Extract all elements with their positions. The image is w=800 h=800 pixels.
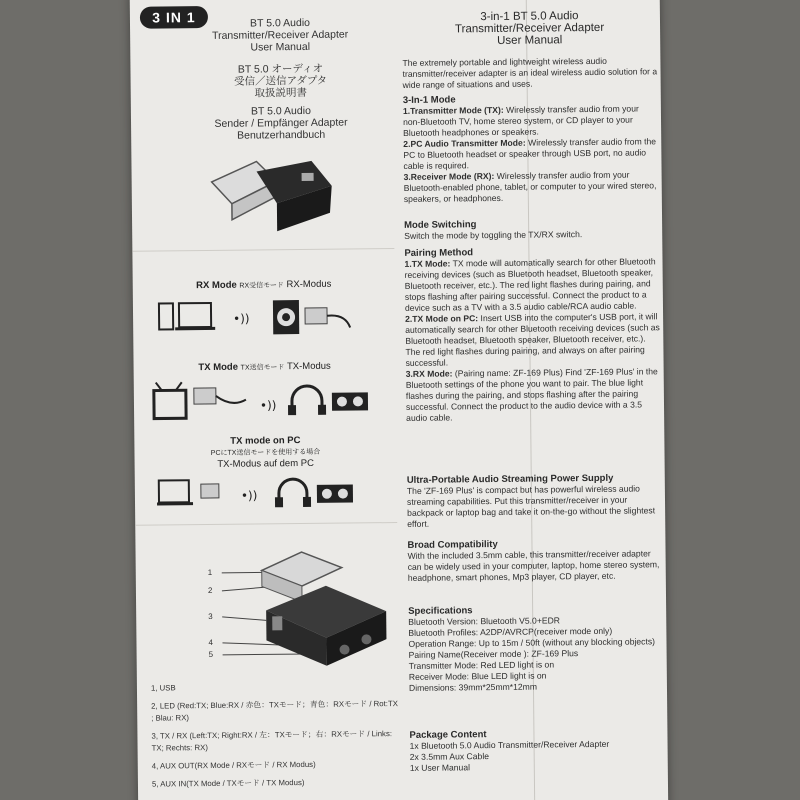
- right-title-line: 3-in-1 BT 5.0 Audio: [480, 10, 579, 24]
- section-heading: Broad Compatibility: [407, 538, 498, 551]
- tx-mode-diagram: [152, 378, 382, 428]
- package-item: 2x 3.5mm Aux Cable: [409, 751, 490, 762]
- title-jp-line: BT 5.0 オーディオ: [237, 62, 324, 76]
- section-heading: Specifications: [408, 605, 473, 617]
- part-item: 3, TX / RX (Left:TX; Right:RX / 左：TXモード；右：RXモード / Links: TX; Rechts: RX): [151, 729, 393, 753]
- pairing-item: [404, 256, 660, 314]
- compatibility-section: [407, 537, 662, 584]
- diagram-number: 1: [207, 567, 213, 578]
- specifications-section: [408, 603, 664, 694]
- part-item: 5, AUX IN(TX Mode / TXモード / TX Modus): [151, 778, 305, 789]
- spec-item: Dimensions: 39mm*25mm*12mm: [408, 681, 538, 693]
- headphones-icon: [279, 479, 307, 505]
- intro-paragraph: The extremely portable and lightweight wireless audio transmitter/receiver adapter is an ideal wireless audio solution for a wide range of situations and uses.: [402, 55, 658, 90]
- laptop-icon: [159, 480, 189, 502]
- horizontal-fold-2: [135, 522, 397, 526]
- title-de-line: Sender / Empfänger Adapter: [214, 116, 348, 130]
- mode-switching-section: [404, 217, 659, 242]
- mode-item: [403, 103, 658, 139]
- package-item: 1x User Manual: [409, 762, 471, 773]
- spec-item: Receiver Mode: Blue LED light is on: [408, 670, 547, 682]
- part-item: 2, LED (Red:TX; Blue:RX / 赤色：TXモード；青色：RXモード / Rot:TX ; Blau: RX): [151, 699, 398, 723]
- spec-item: Bluetooth Profiles: A2DP/AVRCP(receiver mode only): [408, 625, 613, 638]
- tx-pc-diagram: [157, 474, 387, 516]
- section-heading: Ultra-Portable Audio Streaming Power Supply: [406, 472, 614, 486]
- ultra-text: The 'ZF-169 Plus' is compact but has powerful wireless audio streaming capabilities. Put this transmitter/receiver in your backpack or laptop bag and take it on-the-go without the slightest effort.: [406, 483, 656, 529]
- pairing-item: [406, 366, 662, 424]
- ultra-portable-section: [407, 472, 663, 530]
- laptop-icon: [179, 303, 211, 327]
- right-title: [402, 9, 657, 48]
- tx-mode-jp: TX送信モード: [240, 364, 285, 372]
- horizontal-fold-1: [132, 248, 394, 252]
- diagram-number: 3: [208, 611, 213, 622]
- right-title-line: Transmitter/Receiver Adapter: [454, 21, 605, 36]
- cable-icon: [327, 315, 350, 327]
- mode-item: [404, 169, 659, 205]
- tx-pc-heading: [134, 434, 396, 471]
- tx-pc-label: TX mode on PC: [230, 435, 301, 447]
- package-item: 1x Bluetooth 5.0 Audio Transmitter/Receiver Adapter: [409, 738, 610, 751]
- adapter-parts-diagram: [215, 545, 396, 682]
- title-de-line: Benutzerhandbuch: [237, 128, 326, 142]
- parts-list: [151, 680, 402, 797]
- pairing-text: (Pairing name: ZF-169 Plus) Find 'ZF-169 Plus' in the Bluetooth settings of the phone you want to pair. The blue light flashes during the pairing, and stops flashing after the pairing successful. Connect the product to the audio device with a 3.5 audio cable.: [405, 366, 658, 423]
- switch-text: Switch the mode by toggling the TX/RX switch.: [404, 229, 583, 241]
- section-heading: Mode Switching: [404, 219, 477, 231]
- spec-item: Bluetooth Version: Bluetooth V5.0+EDR: [408, 615, 561, 627]
- title-jp-line: 受信／送信アダプタ: [234, 74, 328, 88]
- tx-mode-heading: [134, 360, 396, 374]
- diagram-number: 2: [207, 585, 213, 596]
- mode-text: Wirelessly transfer audio from your non-Bluetooth TV, home stereo system, or CD player to your Bluetooth headphones or speakers.: [402, 103, 639, 138]
- tx-mode-de: TX-Modus: [286, 360, 331, 373]
- diagram-number: 4: [208, 637, 213, 648]
- manual-sheet: [130, 0, 669, 800]
- title-japanese: [190, 62, 370, 100]
- phone-icon: [159, 303, 173, 329]
- pairing-name: 2.TX Mode on PC:: [405, 313, 479, 324]
- part-item: 1, USB: [150, 683, 176, 693]
- package-section: [409, 727, 664, 774]
- pairing-section: [404, 245, 661, 424]
- wireless-icon: •)): [240, 488, 258, 503]
- pairing-name: 3.RX Mode:: [405, 368, 453, 379]
- spec-item: Transmitter Mode: Red LED light is on: [408, 659, 555, 671]
- diagram-number: 5: [208, 649, 214, 660]
- rx-mode-diagram: [155, 295, 386, 347]
- pairing-text: TX mode will automatically search for other Bluetooth receiving devices (such as Bluetooth headset, Bluetooth speaker, Bluetooth receiver, etc.). The red light flashes during pairing, and stops flashing after pairing successful. Connect the product to a device such as a TV with a 3.5 audio cable/RCA audio cable.: [404, 256, 656, 313]
- title-en-line: Transmitter/Receiver Adapter: [211, 28, 349, 42]
- part-item: 4, AUX OUT(RX Mode / RXモード / RX Modus): [151, 759, 316, 771]
- section-heading: Pairing Method: [404, 247, 474, 259]
- wireless-icon: •)): [233, 311, 250, 326]
- spec-item: Pairing Name(Receiver mode ): ZF-169 Plus: [408, 648, 579, 660]
- headphones-icon: [292, 386, 322, 413]
- mode-name: 3.Receiver Mode (RX):: [403, 170, 495, 182]
- adapter-icon: [194, 388, 216, 404]
- spec-item: Operation Range: Up to 15m / 50ft (without any blocking objects): [408, 636, 656, 649]
- cable-icon: [216, 396, 246, 404]
- rx-mode-de: RX-Modus: [286, 278, 332, 291]
- section-heading: 3-In-1 Mode: [402, 94, 456, 106]
- adapter-icon: [305, 308, 327, 324]
- tx-mode-label: TX Mode: [198, 361, 239, 374]
- tv-icon: [154, 390, 186, 418]
- pairing-item: [405, 311, 661, 369]
- three-in-one-section: [403, 92, 659, 205]
- right-title-line: User Manual: [497, 34, 563, 47]
- mode-name: 2.PC Audio Transmitter Mode:: [403, 137, 526, 149]
- three-in-one-badge: 3 IN 1: [140, 6, 208, 29]
- mode-text: Wirelessly transfer audio from the PC to Bluetooth headset or speaker through USB port, no audio cable is required.: [403, 136, 657, 171]
- rx-mode-label: RX Mode: [196, 279, 237, 292]
- wireless-icon: •)): [259, 398, 277, 413]
- intro-section: [402, 55, 657, 91]
- mode-text: Wirelessly transfer audio from your Bluetooth-enabled phone, tablet, or computer to your wired stereo, speakers, or headphones.: [403, 169, 657, 204]
- adapter-image: [201, 151, 342, 242]
- broad-text: With the included 3.5mm cable, this transmitter/receiver adapter can be widely used in your computer, laptop, home stereo system, headphone, smart phones, Mp3 player, CD player, etc.: [407, 548, 660, 583]
- title-de-line: BT 5.0 Audio: [250, 104, 311, 118]
- rx-mode-jp: RX受信モード: [239, 282, 284, 290]
- pairing-text: Insert USB into the computer's USB port, it will automatically search for other Bluetooth receiving devices (such as Bluetooth headset, Bluetooth speaker, Bluetooth receiver, etc.). The red light flashes during pairing, and always on after pairing successful.: [405, 311, 660, 368]
- mode-name: 1.Transmitter Mode (TX):: [402, 104, 504, 116]
- title-jp-line: 取扱説明書: [254, 86, 308, 100]
- title-en-line: BT 5.0 Audio: [249, 16, 311, 30]
- title-english: [190, 16, 370, 54]
- adapter-icon: [201, 484, 219, 498]
- mode-item: [403, 136, 658, 172]
- section-heading: Package Content: [409, 729, 487, 741]
- title-german: [191, 104, 371, 142]
- rx-mode-heading: [133, 278, 395, 292]
- title-en-line: User Manual: [250, 40, 311, 54]
- pairing-name: 1.TX Mode:: [404, 258, 451, 269]
- tx-pc-de: TX-Modus auf dem PC: [217, 457, 314, 470]
- tx-pc-jp: PCにTX送信モードを使用する場合: [210, 448, 321, 457]
